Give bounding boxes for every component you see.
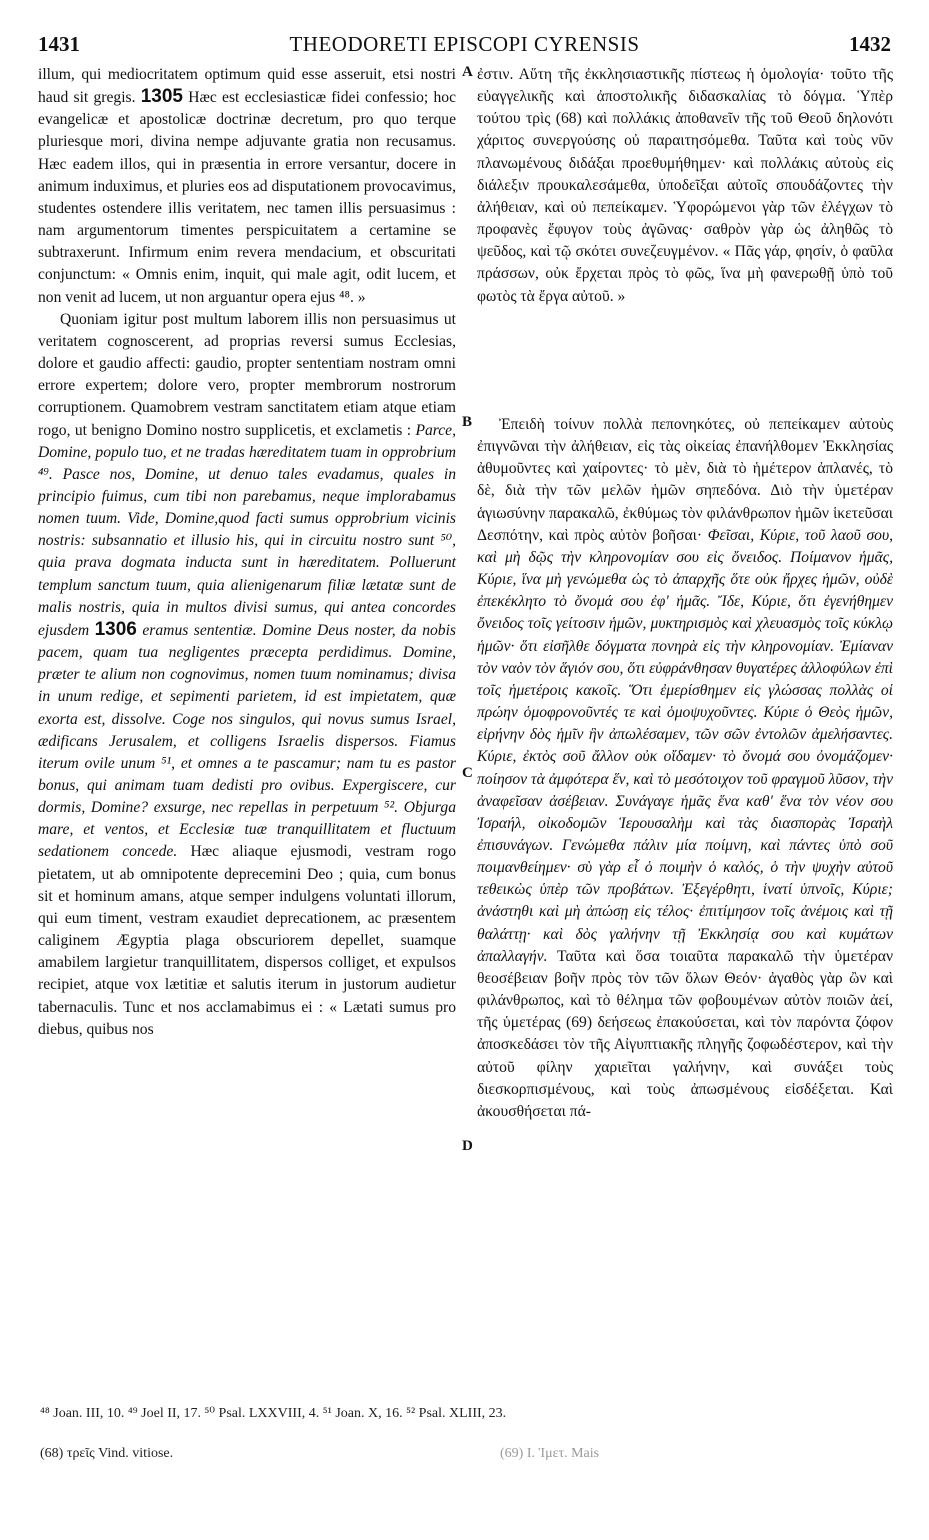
left-page-number: 1431	[38, 32, 80, 56]
greek-text: Ταῦτα καὶ ὅσα τοιαῦτα παρακαλῶ τὴν ὑμετέραν θεοσέβειαν βοῆν πρὸς τὸν τῶν ὅλων Θεόν· ἀγαθὸς γὰρ ὢν καὶ φιλάνθρωπος, καὶ τὸ θέλημα τῶν φοβουμένων αὐτὸν ποιῶν ἀεί, τῆς ὑμετέρας (69) δεήσεως ἐπακούσεται, καὶ τὸν παρόντα ζόφον ἀποσκεδάσει τὸν τῆς Αἰγυπτιακῆς πληγῆς ζοφωδέστερον, καὶ τὴν αὐτοῦ φίλην χαριεῖται γαλήνην, καὶ συνάξει τοὺς διεσκορπισμένους, καὶ τοὺς ἀπωσμένους εἰσδέξεται. Καὶ ἀκουσθήσεται πά-	[477, 947, 893, 1120]
greek-paragraph: ἐστιν. Αὕτη τῆς ἐκκλησιαστικῆς πίστεως ἡ ὁμολογία· τοῦτο τῆς εὐαγγελικῆς καὶ ἀποστολικῆς διδασκαλίας τὸ δόγμα. Ὑπὲρ τούτου τρὶς (68) καὶ πολλάκις ἀποθανεῖν τῆς τοῦ Θεοῦ δηλονότι χάριτος συνεργούσης οὐ παραιτησόμεθα. Ταῦτα καὶ τοὺς νῦν πλανωμένους διδάξαι προεθυμήθημεν· καὶ πολλάκις αὐτοὺς εἰς διάλεξιν προυκαλεσάμεθα, ὑποδεῖξαι αὐτοῖς σπουδάζοντες τὴν ἀλήθειαν, καὶ οὐ πεπείκαμεν. Ὑφορώμενοι γὰρ τῶν ἐλέγχων τὸ προφανὲς ἔφυγον τοὺς ἀγῶνας· σαθρὸν γὰρ ὡς ἀληθῶς τὸ ψεῦδος, καὶ τῷ σκότει συνεζευγμένον. « Πᾶς γάρ, φησίν, ὁ φαῦλα πράσσων, οὐκ ἔρχεται πρὸς τὸ φῶς, ἵνα μὴ φανερωθῇ ὑπὸ τοῦ φωτὸς τὰ ἔργα αὐτοῦ. »	[477, 66, 893, 305]
latin-paragraph-1	[38, 64, 456, 309]
column-number: 1306	[94, 618, 137, 640]
footnote-variant-69: (69) Ι. Ἱμετ. Mais	[500, 1446, 600, 1461]
greek-paragraph	[477, 414, 893, 1123]
footnote-variant-68: (68) τρεῖς Vind. vitiose.	[40, 1446, 174, 1461]
latin-text: Hæc aliaque ejusmodi, vestram rogo pietatem, ut ab omnipotente deprecemini Deo ; quia, cum bonus sit et hominum amans, atque semper indulgens voluntati illorum, qui eum timent, vestram exaudiet deprecationem, ac præsentem caliginem Ægyptia plaga obscuriorem depellet, suamque amabilem largietur tranquillitatem, dispersos colliget, et expulsos recipiet, atque vox lætitiæ et salutis iterum in justorum audietur tabernaculis. Tunc et nos acclamabimus ei : « Lætati sumus pro diebus, quibus nos	[38, 843, 456, 1038]
latin-column	[38, 64, 456, 1041]
latin-text: Hæc est ecclesiasticæ fidei confessio; hoc evangelicæ et apostolicæ doctrinæ decretum, pro quo terque pluriesque mori, divina nempe adjuvante gratia non recusamus. Hæc eadem illos, qui in præsentia in errore versantur, docere in animum induximus, et pluries eos ad disputationem provocavimus, studentes ostendere illis veritatem, nec tamen illis persuasimus : nam argumentorum timentes perspicuitatem a certamine se subtraxerunt. Infirmum enim revera mendacium, et obscuritati conjunctum: « Omnis enim, inquit, qui male agit, odit lucem, et non venit ad lucem, ut non arguantur opera ejus ⁴⁸. »	[38, 89, 456, 306]
margin-letter-c: C	[462, 765, 473, 781]
running-header	[38, 32, 891, 60]
column-number: 1305	[140, 86, 184, 108]
greek-prayer: Φεῖσαι, Κύριε, τοῦ λαοῦ σου, καὶ μὴ δῷς τὴν κληρονομίαν σου εἰς ὄνειδος. Ποίμανον ἡμᾶς, Κύριε, ἵνα μὴ γενώμεθα ὡς τὸ ἀπαρχῆς ὅτε οὐκ ἤρχες ἡμῶν, οὐδὲ ἐπεκέκλητο τὸ ὄνομά σου ἐφ' ἡμᾶς. Ἴδε, Κύριε, ὅτι ἐγενήθημεν ὄνειδος τοῖς γείτοσιν ἡμῶν, μυκτηρισμὸς καὶ χλευασμὸς τοῖς κύκλῳ ἡμῶν· ὅτι εἰσῆλθε δόγματα πονηρὰ εἰς τὴν κληρονομίαν. Ἐμίαναν τὸν ναὸν τὸν ἅγιόν σου, ὅτι εὐφράνθησαν θυγατέρες ἀλλοφύλων ἐπὶ τοῖς ἡμετέροις κακοῖς. Ὅτι ἐμερίσθημεν εἰς γλώσσας πολλὰς οἱ πρώην ὁμοφρονοῦντές τε καὶ ὁμοψυχοῦντες. Κύριε ὁ Θεὸς ἡμῶν, εἰρήνην δὸς ἡμῖν ἣν ἀπωλέσαμεν, τῶν σῶν ἐντολῶν ἀμελήσαντες. Κύριε, ἐκτὸς σοῦ ἄλλον οὐκ οἴδαμεν· τὸ ὄνομά σου ὀνομάζομεν· ποίησον τὰ ἀμφότερα ἕν, καὶ τὸ μεσότοιχον τοῦ φραγμοῦ λῦσον, τὴν ἀναφεῖσαν ἀσέβειαν. Συνάγαγε ἡμᾶς ἕνα καθ' ἕνα τὸν νέον σου Ἰσραήλ, οἰκοδομῶν Ἱερουσαλὴμ καὶ τὰς διασπορὰς Ἰσραὴλ ἐπισυνάγων. Γενώμεθα πάλιν μία ποίμνη, καὶ πάντες ὑπὸ σοῦ ποιμανθείημεν· σὺ γὰρ εἶ ὁ ποιμὴν ὁ καλός, ὁ τὴν ψυχὴν αὐτοῦ τεθεικὼς ὑπὲρ τῶν προβάτων. Ἐξεγέρθητι, ἱνατί ὑπνοῖς, Κύριε; ἀνάστηθι καὶ μὴ ἀπώσῃ εἰς τέλος· ἐπιτίμησον τοῖς ἀνέμοις καὶ τῇ θαλάττῃ· καὶ δὸς γαλήνην τῇ Ἐκκλησίᾳ σου καὶ κυμάτων ἀπαλλαγήν.	[477, 526, 893, 965]
margin-letter-a: A	[462, 64, 473, 80]
latin-text: Quoniam igitur post multum laborem illis non persuasimus ut veritatem cognoscerent, ad proprias reversi sumus Ecclesias, dolore et gaudio affecti: gaudio, propter sententiam nostram omni errore expertem; dolore vero, propter membrorum nostrorum corruptionem. Quamobrem vestram sanctitatem etiam atque etiam rogo, ut benigno Domino nostro supplicetis, et exclametis :	[38, 310, 456, 439]
latin-prayer: Parce, Domine, populo tuo, et ne tradas hæreditatem tuam in opprobrium ⁴⁹. Pasce nos, Domine, ut denuo tales evadamus, quales in principio fuimus, cum tibi non parebamus, neque implorabamus nomen tuum. Vide, Domine,quod facti sumus opprobrium vicinis nostris: subsannatio et illusio his, qui in circuitu nostro sunt ⁵⁰, quia prava dogmata inducta sunt in hæreditatem. Polluerunt templum sanctum tuum, quia alienigenarum filiæ lætatæ sunt de malis nostris, quia in multos divisi sumus, qui antea concordes ejusdem	[38, 421, 456, 639]
greek-column-top	[477, 64, 893, 308]
margin-letter-d: D	[462, 1138, 473, 1154]
running-title: THEODORETI EPISCOPI CYRENSIS	[289, 32, 640, 56]
latin-text: illum, qui mediocritatem optimum quid esse asseruit, etsi nostri haud sit gregis.	[38, 66, 456, 107]
latin-paragraph-2	[38, 309, 456, 1041]
margin-letter-b: B	[462, 414, 473, 430]
footnotes-scripture: ⁴⁸ Joan. III, 10. ⁴⁹ Joel II, 17. ⁵⁰ Psal. LXXVIII, 4. ⁵¹ Joan. X, 16. ⁵² Psal. XLIII, 23.	[40, 1406, 507, 1421]
latin-prayer: eramus sententiæ. Domine Deus noster, da nobis pacem, quam tua negligentes præcepta perdidimus. Domine, præter te alium non cognovimus, nomen tuum nominamus; divisa in unum redige, et sepimenti parietem, id est impietatem, quæ exorta est, dissolve. Coge nos singulos, qui novus sumus Israel, ædificans Jerusalem, et colligens Israelis dispersos. Fiamus iterum ovile unum ⁵¹, et omnes a te pascamur; nam tu es pastor bonus, qui animam tuam dedisti pro ovibus. Expergiscere, cur dormis, Domine? exsurge, nec repellas in perpetuum ⁵². Objurga mare, et ventos, et Ecclesiæ tuæ tranquillitatem et fluctuum sedationem concede.	[38, 621, 457, 861]
right-page-number: 1432	[849, 32, 891, 56]
greek-text: Ἐπειδὴ τοίνυν πολλὰ πεπονηκότες, οὐ πεπείκαμεν αὐτοὺς ἐπιγνῶναι τὴν ἀλήθειαν, εἰς τὰς οἰκείας ἐπανήλθομεν Ἐκκλησίας ἀθυμοῦντες καὶ χαίροντες· τὸ μὲν, διὰ τὸ ἡμέτερον ἀπλανές, τὸ δὲ, διὰ τὴν τῶν μελῶν ἡμῶν σηπεδόνα. Διὸ τὴν ὑμετέραν ἁγιωσύνην παρακαλῶ, ἐκθύμως τὸν φιλάνθρωπον ἡμῶν ἱκετεῦσαι Δεσπότην, καὶ πρὸς αὐτὸν βοῆσαι·	[477, 416, 893, 544]
greek-column-bottom	[477, 414, 893, 1123]
